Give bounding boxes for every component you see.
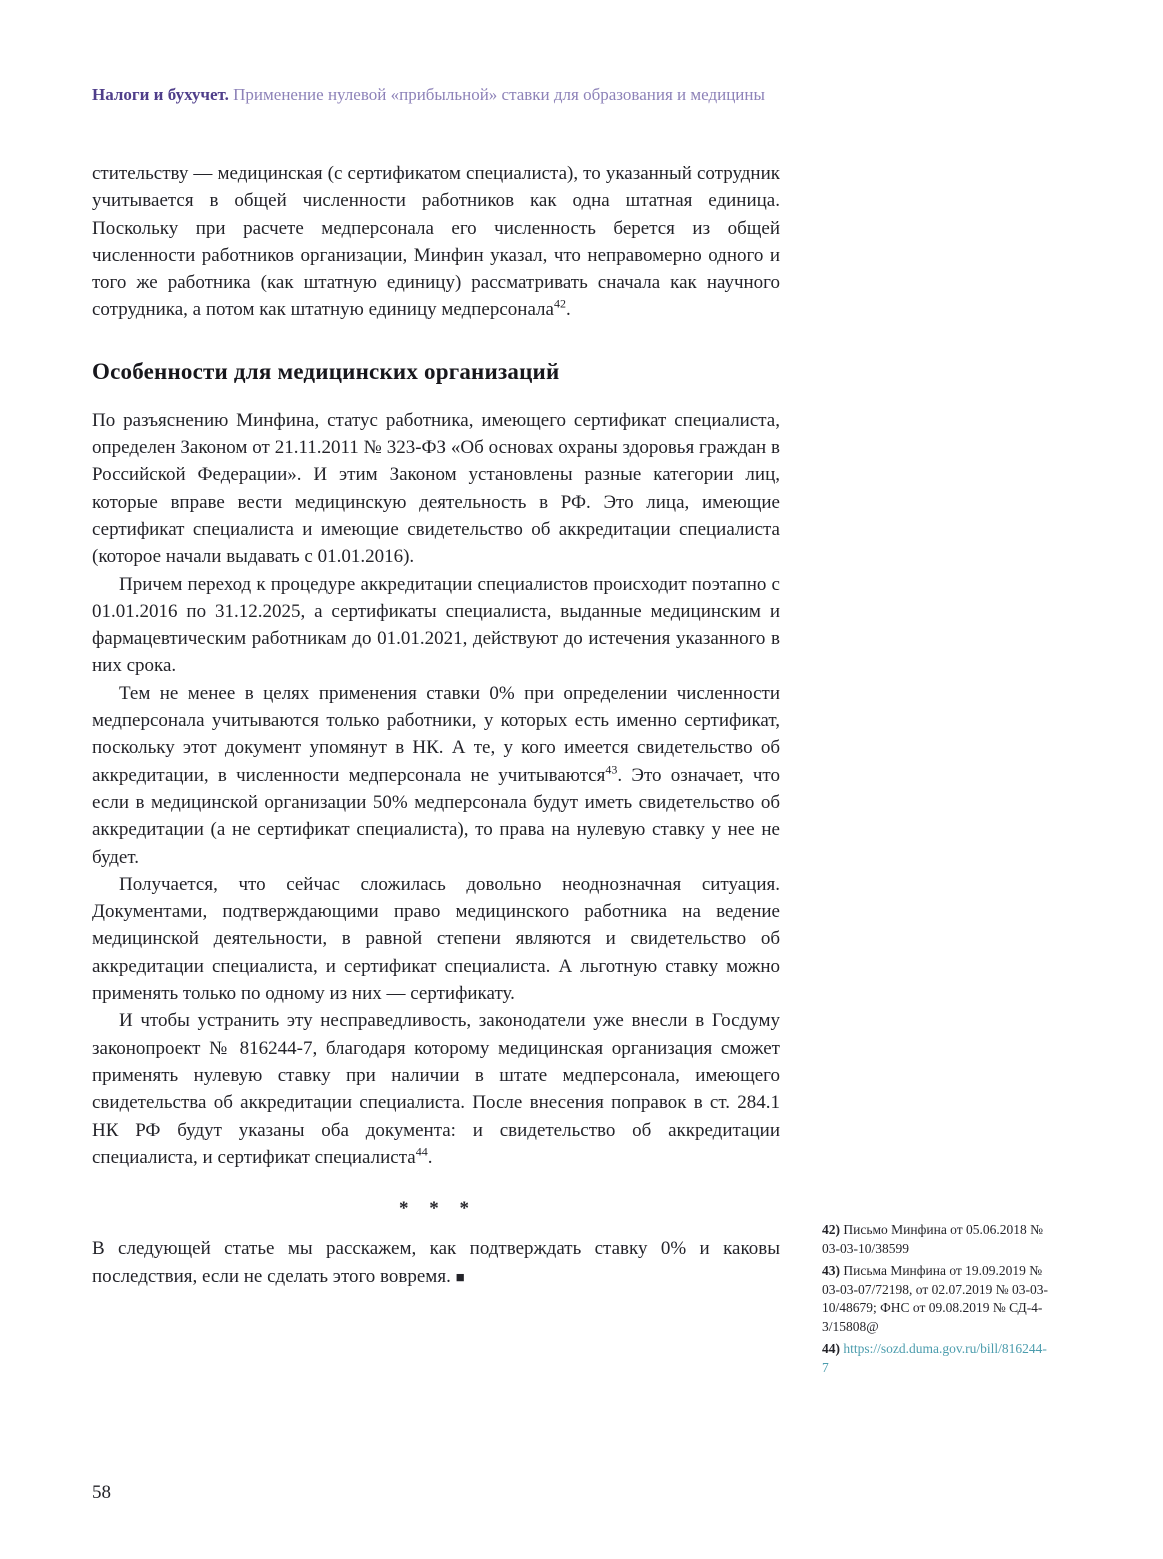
running-head [92,84,1082,106]
section-heading: Особенности для медицинских организаций [92,358,560,384]
paragraph: И чтобы устранить эту несправедливость, законодатели уже внесли в Госдуму законопроект № 816244-7, благодаря которому медицинская организация сможет применять нулевую ставку при наличии в штате медперсонала, имеющего свидетельства об аккредитации специалиста. После внесения поправок в ст. 284.1 НК РФ будут указаны оба документа: и свидетельство об аккредитации специалиста, и сертификат специалиста$^{44}$. [92,1010,780,1168]
footnote-text: Письмо Минфина от 05.06.2018 № 03-03-10/38599 [822,1222,1044,1256]
footnote-44 [822,1340,1052,1377]
paragraph: Получается, что сейчас сложилась довольно неоднозначная ситуация. Документами, подтверждающими право медицинского работника на ведение медицинской деятельности, в равной степени являются и свидетельство об аккредитации специалиста, и сертификат специалиста. А льготную ставку можно применять только по одному из них — сертификату. [92,873,780,1005]
closing-text: В следующей статье мы расскажем, как подтверждать ставку 0% и каковы последствия, если не сделать этого вовремя. [92,1238,780,1287]
footnote-link[interactable]: https://sozd.duma.gov.ru/bill/816244-7 [822,1341,1047,1375]
paragraph: стительству — медицинская (с сертификатом специалиста), то указанный сотрудник учитывается в общей численности работников как одна штатная единица. Поскольку при расчете медперсонала его численность берется из общей численности работников организации, Минфин указал, что неправомерно одного и того же работника (как штатную единицу) рассматривать сначала как научного сотрудника, а потом как штатную единицу медперсонала$^{42}$. [92,163,780,321]
section-separator: * * * [399,1198,473,1220]
end-of-article-icon: ■ [455,1269,465,1286]
article-title: Применение нулевой «прибыльной» ставки для образования и медицины [233,85,765,104]
page-number: 58 [92,1482,111,1503]
footnote-number: 44) [822,1341,840,1356]
rubric-title: Налоги и бухучет. [92,85,229,104]
paragraph: По разъяснению Минфина, статус работника, имеющего сертификат специалиста, определен Законом от 21.11.2011 № 323-ФЗ «Об основах охраны здоровья граждан в Российской Федерации». И этим Законом установлены разные категории лиц, которые вправе вести медицинскую деятельность в РФ. Это лица, имеющие сертификат специалиста и имеющие свидетельство об аккредитации специалиста (которое начали выдавать с 01.01.2016). [92,409,780,568]
intro-paragraph-host [92,160,780,324]
paragraph: Тем не менее в целях применения ставки 0% при определении численности медперсонала учитываются только работники, у которых есть именно сертификат, поскольку этот документ упомянут в НК. А те, у кого имеется свидетельство об аккредитации, в численности медперсонала не учитываются$^{43}$. Это означает, что если в медицинской организации 50% медперсонала будут иметь свидетельство об аккредитации (а не сертификат специалиста), то права на нулевую ставку у нее не будет. [92,682,780,868]
footnote-42 [822,1221,1052,1258]
footnote-text: Письма Минфина от 19.09.2019 № 03-03-07/72198, от 02.07.2019 № 03-03-10/48679; ФНС от 09.08.2019 № СД-4-3/15808@ [822,1263,1048,1334]
footnote-ref-43: 43 [605,762,618,777]
footnote-ref-44: 44 [415,1144,428,1159]
footnote-ref-42: 42 [553,297,566,312]
footnote-43 [822,1262,1052,1336]
footnotes-sidebar [822,1221,1052,1381]
closing-paragraph [92,1235,780,1290]
footnote-number: 43) [822,1263,840,1278]
footnote-number: 42) [822,1222,840,1237]
paragraphs-host [92,407,780,1171]
paragraph: Причем переход к процедуре аккредитации специалистов происходит поэтапно с 01.01.2016 по 31.12.2025, а сертификаты специалиста, выданные медицинским и фармацевтическим работникам до 01.01.2021, действуют до истечения указанного в них срока. [92,573,780,677]
article-body [92,160,780,1290]
